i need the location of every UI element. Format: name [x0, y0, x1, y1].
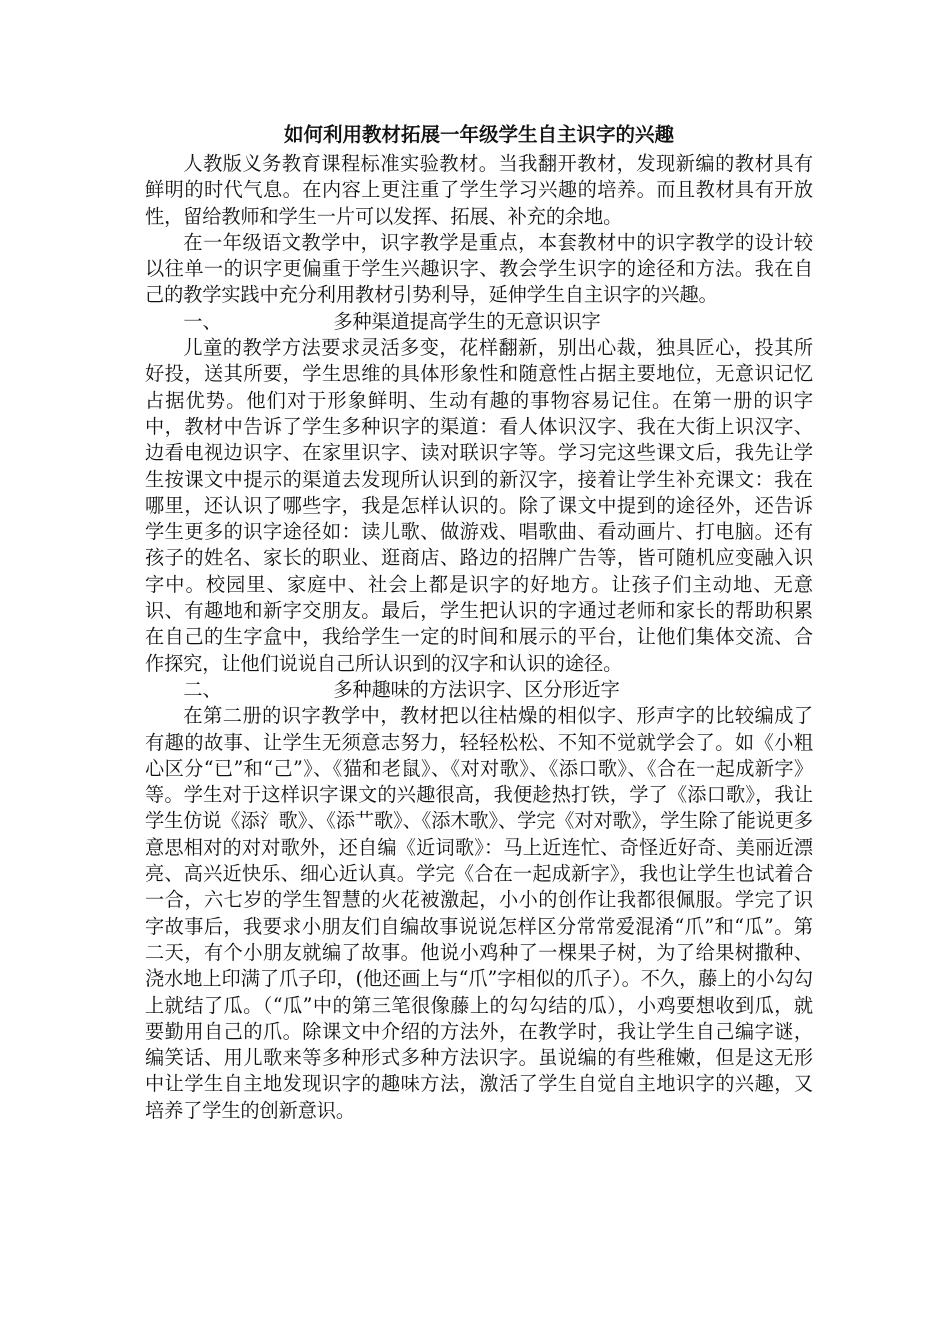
section-1-heading-text: 多种渠道提高学生的无意识识字	[333, 309, 601, 333]
section-1-heading	[145, 309, 813, 335]
section-2-number: 二、	[183, 677, 222, 701]
section-2-heading-text: 多种趣味的方法识字、区分形近字	[333, 677, 620, 701]
section-2-paragraph: 在第二册的识字教学中，教材把以往枯燥的相似字、形声字的比较编成了有趣的故事、让学生无须意志努力，轻轻松松、不知不觉就学会了。如《小粗心区分“已”和“己”》、《猫和老鼠》、《对对歌》、《添口歌》、《合在一起成新字》等。学生对于这样识字课文的兴趣很高，我便趁热打铁，学了《添口歌》，我让学生仿说《添氵歌》、《添艹歌》、《添木歌》、学完《对对歌》，学生除了能说更多意思相对的对对歌外，还自编《近词歌》：马上近连忙、奇怪近好奇、美丽近漂亮、高兴近快乐、细心近认真。学完《合在一起成新字》，我也让学生也试着合一合，六七岁的学生智慧的火花被激起，小小的创作让我都很佩服。学完了识字故事后，我要求小朋友们自编故事说说怎样区分常常爱混淆“爪”和“瓜”。第二天，有个小朋友就编了故事。他说小鸡种了一棵果子树，为了给果树撒种、浇水地上印满了爪子印，(他还画上与“爪”字相似的爪子）。不久，藤上的小勾勾上就结了瓜。（“瓜”中的第三笔很像藤上的勾勾结的瓜），小鸡要想收到瓜，就要勤用自己的爪。除课文中介绍的方法外，在教学时，我让学生自己编字谜，编笑话、用儿歌来等多种形式多种方法识字。虽说编的有些稚嫩，但是这无形中让学生自主地发现识字的趣味方法，激活了学生自觉自主地识字的兴趣，又培养了学生的创新意识。	[145, 704, 813, 1122]
intro-paragraph-2: 在一年级语文教学中，识字教学是重点，本套教材中的识字教学的设计较以往单一的识字更偏重于学生兴趣识字、教会学生识字的途径和方法。我在自己的教学实践中充分利用教材引势利导，延伸学生自主识字的兴趣。	[145, 230, 813, 307]
section-1-paragraph: 儿童的教学方法要求灵活多变，花样翻新，别出心裁，独具匠心，投其所好投，送其所要，学生思维的具体形象性和随意性占据主要地位，无意识记忆占据优势。他们对于形象鲜明、生动有趣的事物容易记住。在第一册的识字中，教材中告诉了学生多种识字的渠道：看人体识汉字、我在大街上识汉字、边看电视边识字、在家里识字、读对联识字等。学习完这些课文后，我先让学生按课文中提示的渠道去发现所认识到的新汉字，接着让学生补充课文：我在哪里，还认识了哪些字，我是怎样认识的。除了课文中提到的途径外，还告诉学生更多的识字途径如：读儿歌、做游戏、唱歌曲、看动画片、打电脑。还有孩子的姓名、家长的职业、逛商店、路边的招牌广告等，皆可随机应变融入识字中。校园里、家庭中、社会上都是识字的好地方。让孩子们主动地、无意识、有趣地和新字交朋友。最后，学生把认识的字通过老师和家长的帮助积累在自己的生字盒中，我给学生一定的时间和展示的平台，让他们集体交流、合作探究，让他们说说自己所认识到的汉字和认识的途径。	[145, 336, 813, 675]
section-1-number: 一、	[183, 309, 222, 333]
document-body	[145, 118, 813, 1124]
intro-paragraph-1: 人教版义务教育课程标准实验教材。当我翻开教材，发现新编的教材具有鲜明的时代气息。在内容上更注重了学生学习兴趣的培养。而且教材具有开放性，留给教师和学生一片可以发挥、拓展、补充的余地。	[145, 152, 813, 228]
section-2-heading	[145, 677, 813, 703]
document-title: 如何利用教材拓展一年级学生自主识字的兴趣	[283, 123, 674, 146]
